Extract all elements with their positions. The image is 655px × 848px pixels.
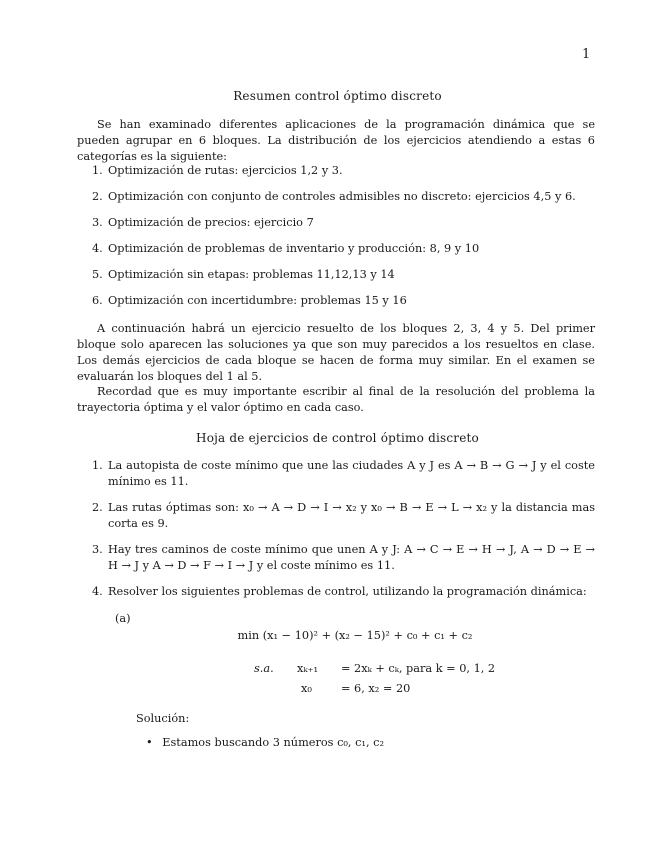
document-title: Resumen control óptimo discreto bbox=[233, 89, 442, 103]
bullet-text: Estamos buscando 3 números c₀, c₁, c₂ bbox=[162, 736, 385, 749]
category-number: 3. bbox=[92, 216, 103, 229]
exercise-text: La autopista de coste mínimo que une las ciudades A y J es A → B → G → J y el coste mínimo es 11. bbox=[108, 459, 595, 488]
category-item-4 bbox=[92, 241, 595, 257]
exercise-number: 4. bbox=[92, 585, 103, 598]
category-number: 1. bbox=[92, 164, 103, 177]
solution-label: Solución: bbox=[136, 712, 190, 725]
exercise-4 bbox=[92, 584, 595, 600]
category-text: Optimización de problemas de inventario y producción: 8, 9 y 10 bbox=[108, 242, 480, 255]
category-text: Optimización con incertidumbre: problemas 15 y 16 bbox=[108, 294, 407, 307]
exercise-number: 3. bbox=[92, 543, 103, 556]
exercise-text: Resolver los siguientes problemas de control, utilizando la programación dinámica: bbox=[108, 585, 587, 598]
category-number: 2. bbox=[92, 190, 103, 203]
continuation-paragraph: A continuación habrá un ejercicio resuelto de los bloques 2, 3, 4 y 5. Del primer bloque solo aparecen las soluciones ya que son muy parecidos a los resueltos en clase. Los demás ejercicios de cada bloque se hacen de forma muy similar. En el examen se evaluarán los bloques del 1 al 5. bbox=[77, 322, 595, 383]
category-item-5 bbox=[92, 267, 595, 283]
page-number: 1 bbox=[582, 47, 591, 62]
category-number: 5. bbox=[92, 268, 103, 281]
category-text: Optimización sin etapas: problemas 11,12,13 y 14 bbox=[108, 268, 395, 281]
objective-equation: min (x₁ − 10)² + (x₂ − 15)² + c₀ + c₁ + c₂ bbox=[237, 629, 473, 642]
bullet-dot: • bbox=[146, 736, 153, 749]
section-title: Hoja de ejercicios de control óptimo discreto bbox=[196, 431, 479, 445]
constraint-2-rhs: = 6, x₂ = 20 bbox=[341, 682, 411, 695]
category-text: Optimización de precios: ejercicio 7 bbox=[108, 216, 314, 229]
reminder-paragraph: Recordad que es muy importante escribir al final de la resolución del problema la trayectoria óptima y el valor óptimo en cada caso. bbox=[77, 385, 595, 414]
subject-to-label: s.a. bbox=[254, 662, 274, 675]
exercise-text: Hay tres caminos de coste mínimo que unen A y J: A → C → E → H → J, A → D → E → H → J y A → D → F → I → J y el coste mínimo es 11. bbox=[108, 543, 595, 572]
constraint-1-lhs: xₖ₊₁ bbox=[297, 662, 318, 675]
exercise-number: 1. bbox=[92, 459, 103, 472]
exercise-1 bbox=[92, 458, 595, 490]
intro-paragraph: Se han examinado diferentes aplicaciones de la programación dinámica que se pueden agrupar en 6 bloques. La distribución de los ejercicios atendiendo a estas 6 categorías es la siguiente: bbox=[77, 118, 595, 163]
constraint-2-lhs: x₀ bbox=[301, 682, 312, 695]
subproblem-label: (a) bbox=[115, 612, 131, 625]
solution-bullet bbox=[146, 735, 384, 751]
exercise-2 bbox=[92, 500, 595, 532]
category-number: 4. bbox=[92, 242, 103, 255]
exercise-number: 2. bbox=[92, 501, 103, 514]
constraint-1-rhs: = 2xₖ + cₖ, para k = 0, 1, 2 bbox=[341, 662, 496, 675]
category-item-3 bbox=[92, 215, 595, 231]
category-number: 6. bbox=[92, 294, 103, 307]
category-item-2 bbox=[92, 189, 595, 205]
exercise-text: Las rutas óptimas son: x₀ → A → D → I → x₂ y x₀ → B → E → L → x₂ y la distancia mas corta es 9. bbox=[108, 501, 595, 530]
exercise-3 bbox=[92, 542, 595, 574]
category-item-1 bbox=[92, 163, 595, 179]
category-item-6 bbox=[92, 293, 595, 309]
category-text: Optimización de rutas: ejercicios 1,2 y 3. bbox=[108, 164, 343, 177]
category-text: Optimización con conjunto de controles admisibles no discreto: ejercicios 4,5 y 6. bbox=[108, 190, 576, 203]
